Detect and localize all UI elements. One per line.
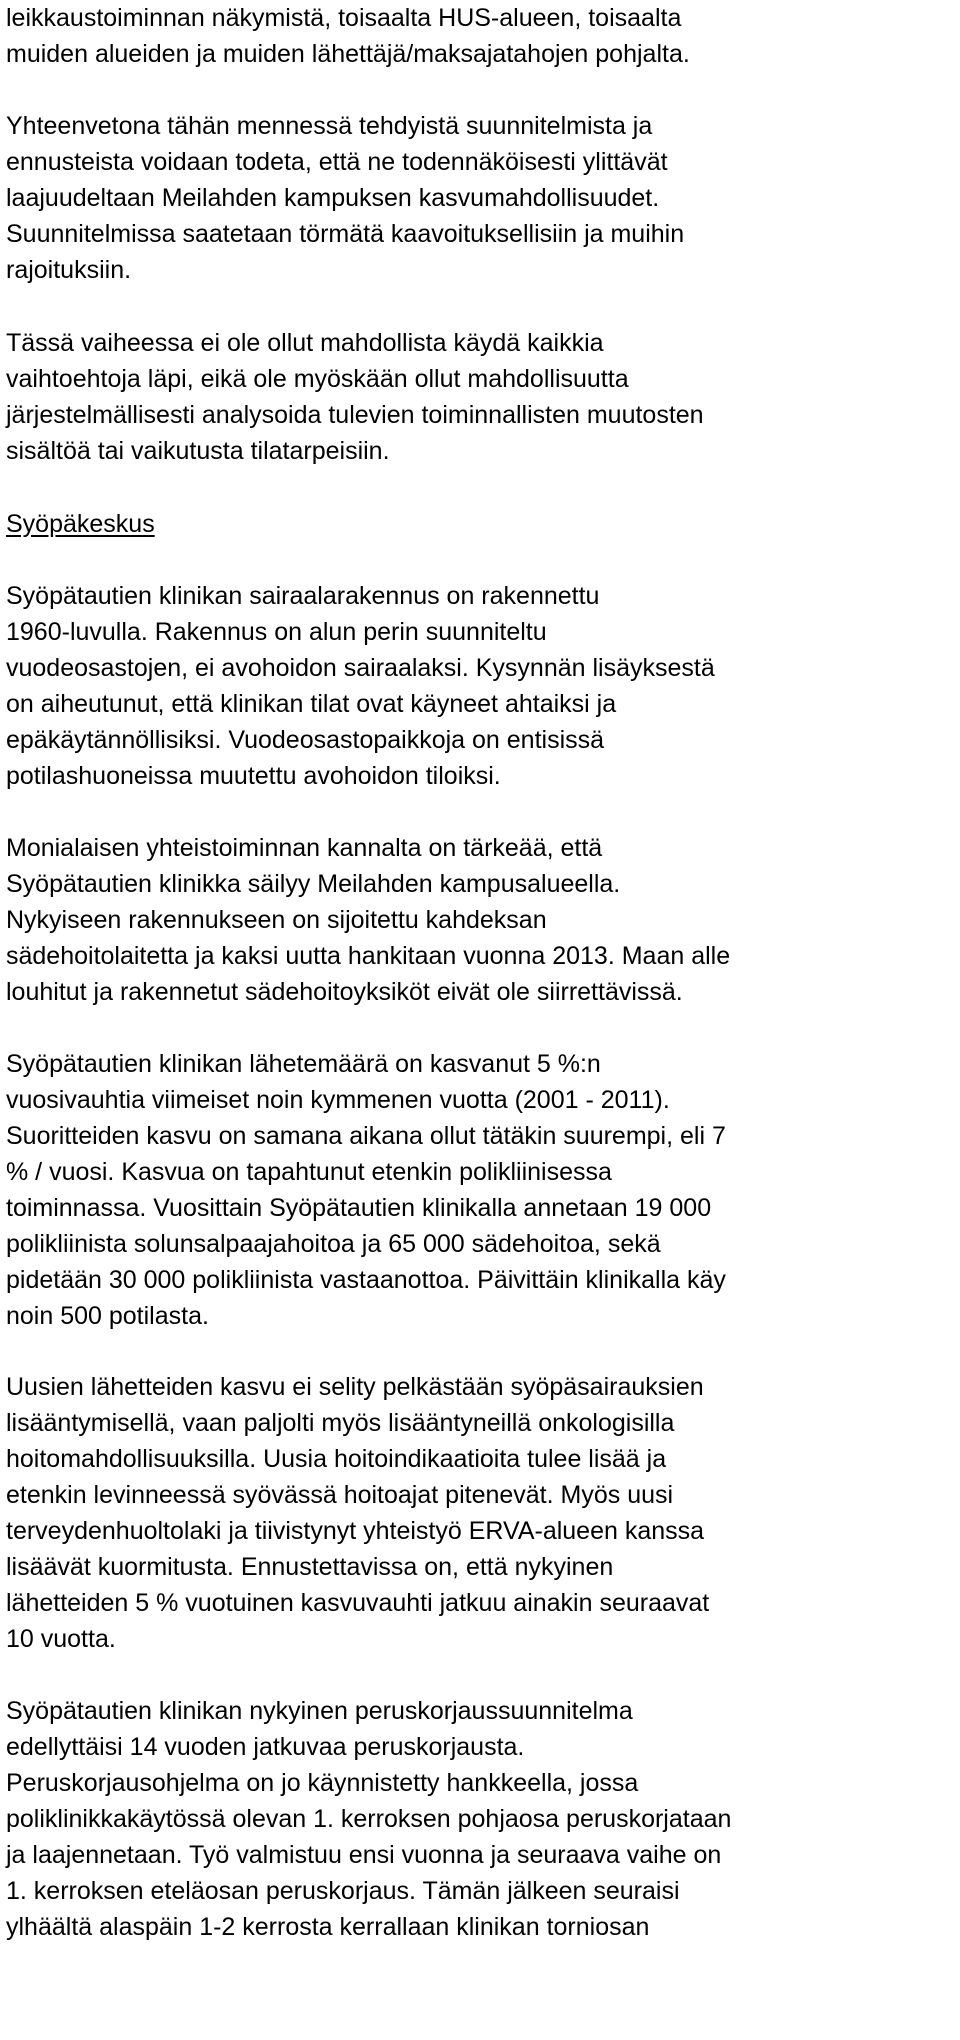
text-line: Monialaisen yhteistoiminnan kannalta on tärkeää, että <box>6 834 603 862</box>
paragraph-renovation-plan <box>6 1693 956 1945</box>
text-line: terveydenhuoltolaki ja tiivistynyt yhteistyö ERVA-alueen kanssa <box>6 1517 705 1545</box>
text-line: 1. kerroksen eteläosan peruskorjaus. Tämän jälkeen seuraisi <box>6 1877 680 1905</box>
text-line: toiminnassa. Vuosittain Syöpätautien klinikalla annetaan 19 000 <box>6 1194 712 1222</box>
text-line: poliklinikkakäytössä olevan 1. kerroksen pohjaosa peruskorjataan <box>6 1805 732 1833</box>
text-line: vuosivauhtia viimeiset noin kymmenen vuotta (2001 - 2011). <box>6 1086 670 1114</box>
text-line: lisääntymisellä, vaan paljolti myös lisääntyneillä onkologisilla <box>6 1409 675 1437</box>
text-line: sädehoitolaitetta ja kaksi uutta hankitaan vuonna 2013. Maan alle <box>6 942 731 970</box>
paragraph-analysis-note <box>6 325 956 469</box>
text-line: vuodeosastojen, ei avohoidon sairaalaksi. Kysynnän lisäyksestä <box>6 654 715 682</box>
text-line: Syöpätautien klinikan nykyinen peruskorjaussuunnitelma <box>6 1697 633 1725</box>
text-line: laajuudeltaan Meilahden kampuksen kasvumahdollisuudet. <box>6 184 660 212</box>
text-line: Syöpätautien klinikka säilyy Meilahden kampusalueella. <box>6 870 621 898</box>
text-line: 1960-luvulla. Rakennus on alun perin suunniteltu <box>6 618 547 646</box>
text-line: järjestelmällisesti analysoida tulevien toiminnallisten muutosten <box>6 401 704 429</box>
text-line: epäkäytännöllisiksi. Vuodeosastopaikkoja on entisissä <box>6 726 605 754</box>
text-line: ennusteista voidaan todeta, että ne todennäköisesti ylittävät <box>6 148 668 176</box>
text-line: Yhteenvetona tähän mennessä tehdyistä suunnitelmista ja <box>6 112 653 140</box>
text-line: leikkaustoiminnan näkymistä, toisaalta HUS-alueen, toisaalta <box>6 4 682 32</box>
text-line: Suoritteiden kasvu on samana aikana ollut tätäkin suurempi, eli 7 <box>6 1122 726 1150</box>
text-line: muiden alueiden ja muiden lähettäjä/maksajatahojen pohjalta. <box>6 40 690 68</box>
text-line: potilashuoneissa muutettu avohoidon tiloiksi. <box>6 762 501 790</box>
text-line: ylhäältä alaspäin 1-2 kerrosta kerrallaan klinikan torniosan <box>6 1913 650 1941</box>
text-line: % / vuosi. Kasvua on tapahtunut etenkin polikliinisessa <box>6 1158 612 1186</box>
text-line: lisäävät kuormitusta. Ennustettavissa on, että nykyinen <box>6 1553 614 1581</box>
text-line: Peruskorjausohjelma on jo käynnistetty hankkeella, jossa <box>6 1769 639 1797</box>
section-heading-syopakeskus <box>6 506 956 542</box>
text-line: polikliinista solunsalpaajahoitoa ja 65 000 sädehoitoa, sekä <box>6 1230 661 1258</box>
text-line: etenkin levinneessä syövässä hoitoajat pitenevät. Myös uusi <box>6 1481 674 1509</box>
paragraph-campus-location <box>6 830 956 1010</box>
text-line: lähetteiden 5 % vuotuinen kasvuvauhti jatkuu ainakin seuraavat <box>6 1589 710 1617</box>
text-line: louhitut ja rakennetut sädehoitoyksiköt eivät ole siirrettävissä. <box>6 978 683 1006</box>
text-line: rajoituksiin. <box>6 256 132 284</box>
text-line: hoitomahdollisuuksilla. Uusia hoitoindikaatioita tulee lisää ja <box>6 1445 667 1473</box>
paragraph-new-referrals <box>6 1369 956 1657</box>
text-line: Suunnitelmissa saatetaan törmätä kaavoituksellisiin ja muihin <box>6 220 685 248</box>
paragraph-intro-continuation <box>6 0 956 72</box>
text-line: on aiheutunut, että klinikan tilat ovat käyneet ahtaiksi ja <box>6 690 617 718</box>
text-line: ja laajennetaan. Työ valmistuu ensi vuonna ja seuraava vaihe on <box>6 1841 722 1869</box>
text-line: Syöpätautien klinikan lähetemäärä on kasvanut 5 %:n <box>6 1050 601 1078</box>
text-line: edellyttäisi 14 vuoden jatkuvaa peruskorjausta. <box>6 1733 525 1761</box>
text-line: Nykyiseen rakennukseen on sijoitettu kahdeksan <box>6 906 547 934</box>
text-line: pidetään 30 000 polikliinista vastaanottoa. Päivittäin klinikalla käy <box>6 1266 726 1294</box>
text-line: vaihtoehtoja läpi, eikä ole myöskään ollut mahdollisuutta <box>6 365 629 393</box>
text-line: Uusien lähetteiden kasvu ei selity pelkästään syöpäsairauksien <box>6 1373 704 1401</box>
text-line: sisältöä tai vaikutusta tilatarpeisiin. <box>6 437 390 465</box>
paragraph-summary <box>6 108 956 288</box>
text-line: Tässä vaiheessa ei ole ollut mahdollista käydä kaikkia <box>6 329 604 357</box>
text-line: 10 vuotta. <box>6 1625 116 1653</box>
heading-text: Syöpäkeskus <box>6 510 155 538</box>
text-line: Syöpätautien klinikan sairaalarakennus on rakennettu <box>6 582 600 610</box>
paragraph-building-history <box>6 578 956 794</box>
paragraph-referral-growth <box>6 1046 956 1334</box>
text-line: noin 500 potilasta. <box>6 1302 209 1330</box>
